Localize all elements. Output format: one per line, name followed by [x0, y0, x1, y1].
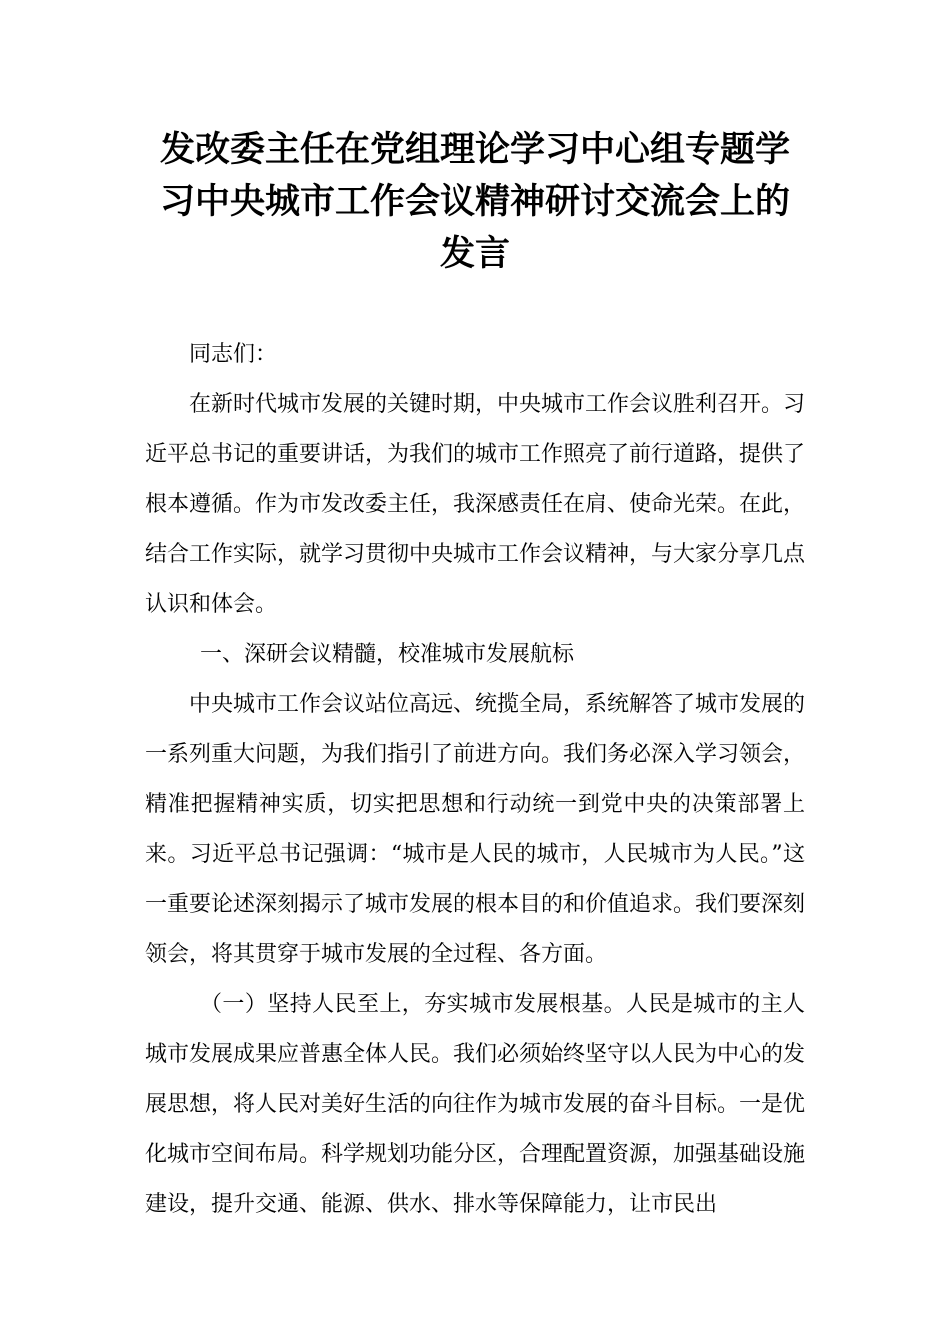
- paragraph-subsection-1: （一）坚持人民至上，夯实城市发展根基。人民是城市的主人城市发展成果应普惠全体人民。我们必须始终坚守以人民为中心的发展思想，将人民对美好生活的向往作为城市发展的奋斗目标。一是优化城市空间布局。科学规划功能分区，合理配置资源，加强基础设施建设，提升交通、能源、供水、排水等保障能力，让市民出: [145, 992, 806, 1217]
- salutation: 同志们：: [189, 342, 278, 367]
- title-line-2: 习中央城市工作会议精神研讨交流会上的: [159, 182, 790, 222]
- document-title: [140, 124, 810, 280]
- paragraph-section-1: 中央城市工作会议站位高远、统揽全局，系统解答了城市发展的一系列重大问题，为我们指引了前进方向。我们务必深入学习领会，精准把握精神实质，切实把思想和行动统一到党中央的决策部署上来。习近平总书记强调：“城市是人民的城市，人民城市为人民。”这一重要论述深刻揭示了城市发展的根本目的和价值追求。我们要深刻领会，将其贯穿于城市发展的全过程、各方面。: [145, 692, 806, 967]
- title-line-1: 发改委主任在党组理论学习中心组专题学: [159, 130, 790, 170]
- paragraph-intro: 在新时代城市发展的关键时期，中央城市工作会议胜利召开。习近平总书记的重要讲话，为我们的城市工作照亮了前行道路，提供了根本遵循。作为市发改委主任，我深感责任在肩、使命光荣。在此，结合工作实际，就学习贯彻中央城市工作会议精神，与大家分享几点认识和体会。: [145, 392, 806, 617]
- section-heading-1: 一、深研会议精髓，校准城市发展航标: [200, 642, 575, 667]
- document-body: [145, 330, 805, 1230]
- title-line-3: 发言: [439, 234, 510, 274]
